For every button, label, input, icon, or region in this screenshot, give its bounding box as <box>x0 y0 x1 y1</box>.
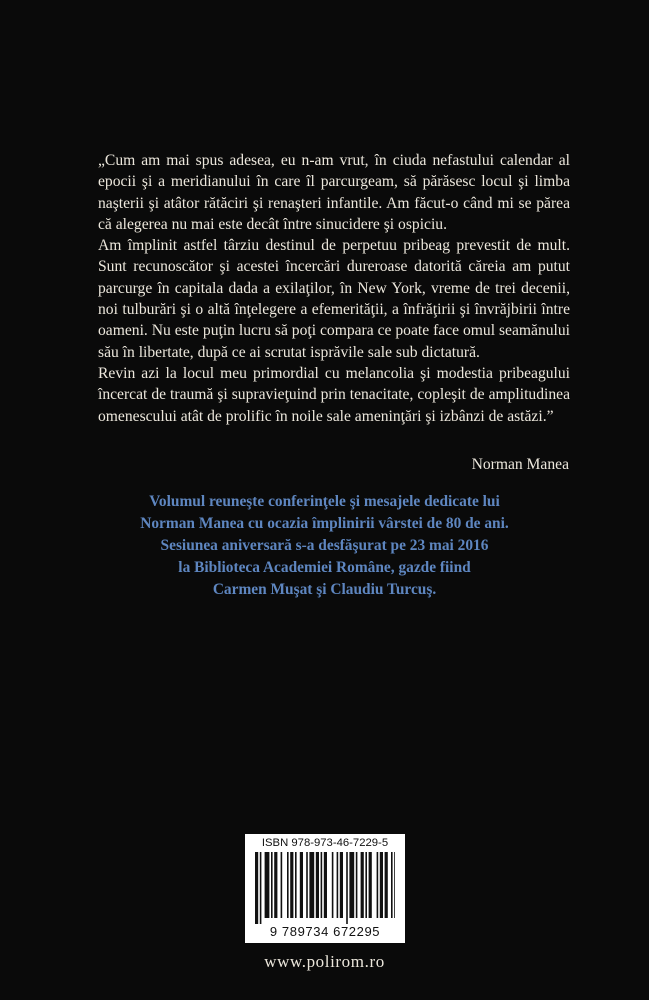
barcode-bar <box>349 852 354 918</box>
barcode-bar <box>309 852 314 918</box>
barcode-bar <box>391 852 393 918</box>
blurb-line: la Biblioteca Academiei Române, gazde fiind <box>178 559 471 576</box>
quote-author: Norman Manea <box>471 456 569 473</box>
barcode-bar <box>290 852 293 918</box>
quote-paragraph: „Cum am mai spus adesea, eu n-am vrut, în ciuda nefastului calendar al epocii şi a meridianului în care îl parcurgeam, să părăsesc locul şi limba naşterii şi atâtor rătăciri şi renaşteri infantile. Am făcut-o când mi se părea că alegerea nu mai este decât între sinucidere şi ospiciu. <box>98 152 570 233</box>
barcode-bar <box>361 852 364 918</box>
blurb-line: Carmen Muşat şi Claudiu Turcuş. <box>212 581 437 598</box>
barcode-bar <box>385 852 388 918</box>
barcode-bar <box>365 852 367 918</box>
barcode-bar <box>337 852 339 918</box>
barcode-bar <box>255 852 258 924</box>
barcode-bar <box>316 852 319 918</box>
back-cover-quote <box>98 150 570 427</box>
barcode-bar <box>321 852 323 918</box>
barcode-bar <box>306 852 308 918</box>
barcode-bar <box>356 852 358 918</box>
barcode-bar <box>340 852 343 918</box>
quote-paragraph: Am împlinit astfel târziu destinul de perpetuu pribeag prevestit de mult. Sunt recunoscător şi acestei încercări dureroase datorită căreia am putut parcurge în capitala dada a exilaţilor, în New York, vreme de trei decenii, noi tulburări şi o altă înţelegere a efemerităţii, a înfrăţirii şi învrăjbirii între oameni. Nu este puţin lucru să poţi compara ce poate face omul seamănului său în libertate, după ce ai scrutat isprăvile sale sub dictatură. <box>98 237 570 361</box>
barcode-bar <box>265 852 270 918</box>
barcode-bar <box>281 852 283 918</box>
barcode-digits: 9 789734 672295 <box>269 924 381 939</box>
blurb-line: Volumul reuneşte conferinţele şi mesajele dedicate lui <box>149 493 500 510</box>
blurb-line: Sesiunea aniversară s-a desfăşurat pe 23 mai 2016 <box>160 537 489 554</box>
barcode-bar <box>346 852 348 924</box>
barcode-bar <box>369 852 372 918</box>
barcode-bar <box>394 852 395 918</box>
blurb-line: Norman Manea cu ocazia împlinirii vârstei de 80 de ani. <box>140 515 509 532</box>
barcode-bar <box>300 852 303 918</box>
barcode-bar <box>295 852 297 918</box>
barcode-bar <box>260 852 262 924</box>
barcode-bar <box>324 852 327 918</box>
barcode-bar <box>380 852 383 918</box>
isbn-label: ISBN 978-973-46-7229-5 <box>261 837 389 849</box>
barcode-bars <box>255 852 395 924</box>
publisher-website: www.polirom.ro <box>264 952 385 971</box>
barcode-bar <box>377 852 379 918</box>
book-blurb <box>60 491 589 601</box>
isbn-barcode <box>245 834 405 943</box>
barcode-bar <box>271 852 273 918</box>
barcode-bar <box>274 852 277 918</box>
barcode-bar <box>287 852 289 918</box>
barcode-bar <box>332 852 334 918</box>
quote-paragraph: Revin azi la locul meu primordial cu melancolia şi modestia pribeagului încercat de traumă şi supravieţuind prin tenacitate, copleşit de amplitudinea omenescului atât de prolific în noile sale ameninţări şi izbânzi de astăzi.” <box>98 364 570 425</box>
